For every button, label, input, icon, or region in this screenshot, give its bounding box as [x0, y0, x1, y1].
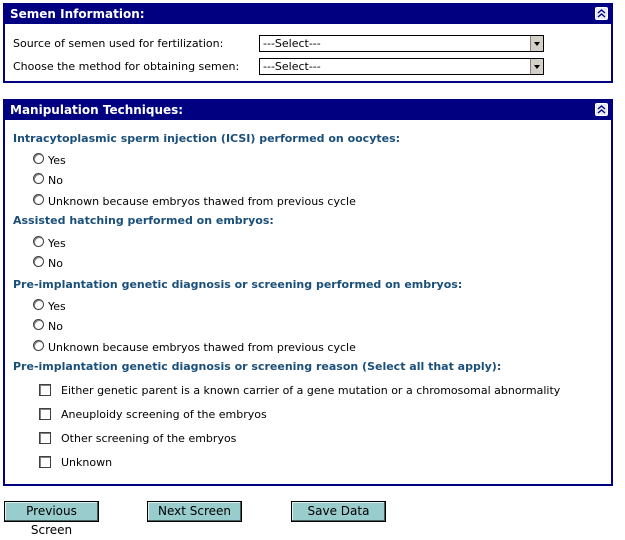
icsi-question: Intracytoplasmic sperm injection (ICSI) performed on oocytes:: [13, 132, 401, 145]
radio-button[interactable]: [33, 256, 44, 267]
hatching-question: Assisted hatching performed on embryos:: [13, 214, 274, 227]
option-label: Unknown because embryos thawed from previous cycle: [48, 195, 356, 208]
option-label: No: [48, 257, 63, 270]
option-label: Yes: [48, 154, 66, 167]
next-screen-button[interactable]: Next Screen: [147, 501, 242, 522]
semen-panel-header: [5, 5, 611, 24]
option-label: Yes: [48, 300, 66, 313]
collapse-manip-button[interactable]: [595, 103, 608, 116]
radio-button[interactable]: [33, 153, 44, 164]
radio-button[interactable]: [33, 194, 44, 205]
radio-button[interactable]: [33, 299, 44, 310]
chevron-down-icon[interactable]: [530, 36, 543, 51]
option-label: Unknown because embryos thawed from previous cycle: [48, 341, 356, 354]
manipulation-techniques-panel: [3, 99, 613, 486]
previous-screen-button[interactable]: Previous Screen: [4, 501, 99, 522]
option-label: Aneuploidy screening of the embryos: [61, 408, 267, 421]
semen-information-panel: [3, 3, 613, 83]
semen-source-select[interactable]: [259, 35, 544, 52]
collapse-semen-button[interactable]: [595, 7, 608, 20]
radio-button[interactable]: [33, 340, 44, 351]
option-label: Unknown: [61, 456, 113, 469]
semen-panel-title: Semen Information:: [10, 7, 145, 21]
option-label: Other screening of the embryos: [61, 432, 237, 445]
semen-method-label: Choose the method for obtaining semen:: [13, 60, 240, 73]
option-label: No: [48, 320, 63, 333]
checkbox[interactable]: [39, 456, 51, 468]
chevron-down-icon[interactable]: [530, 59, 543, 74]
radio-button[interactable]: [33, 319, 44, 330]
semen-method-select[interactable]: [259, 58, 544, 75]
option-label: No: [48, 174, 63, 187]
pgd-question: Pre-implantation genetic diagnosis or screening performed on embryos:: [13, 278, 463, 291]
manip-panel-header: [5, 101, 611, 120]
double-chevron-up-icon: [597, 9, 606, 18]
radio-button[interactable]: [33, 236, 44, 247]
semen-source-label: Source of semen used for fertilization:: [13, 37, 224, 50]
checkbox[interactable]: [39, 408, 51, 420]
option-label: Yes: [48, 237, 66, 250]
radio-button[interactable]: [33, 173, 44, 184]
save-data-button[interactable]: Save Data: [291, 501, 386, 522]
checkbox[interactable]: [39, 432, 51, 444]
checkbox[interactable]: [39, 384, 51, 396]
double-chevron-up-icon: [597, 105, 606, 114]
semen-source-value: ---Select---: [263, 37, 321, 50]
option-label: Either genetic parent is a known carrier of a gene mutation or a chromosomal abnormality: [61, 384, 561, 397]
semen-method-value: ---Select---: [263, 60, 321, 73]
pgd-reason-question: Pre-implantation genetic diagnosis or screening reason (Select all that apply):: [13, 360, 502, 373]
manip-panel-title: Manipulation Techniques:: [10, 103, 184, 117]
